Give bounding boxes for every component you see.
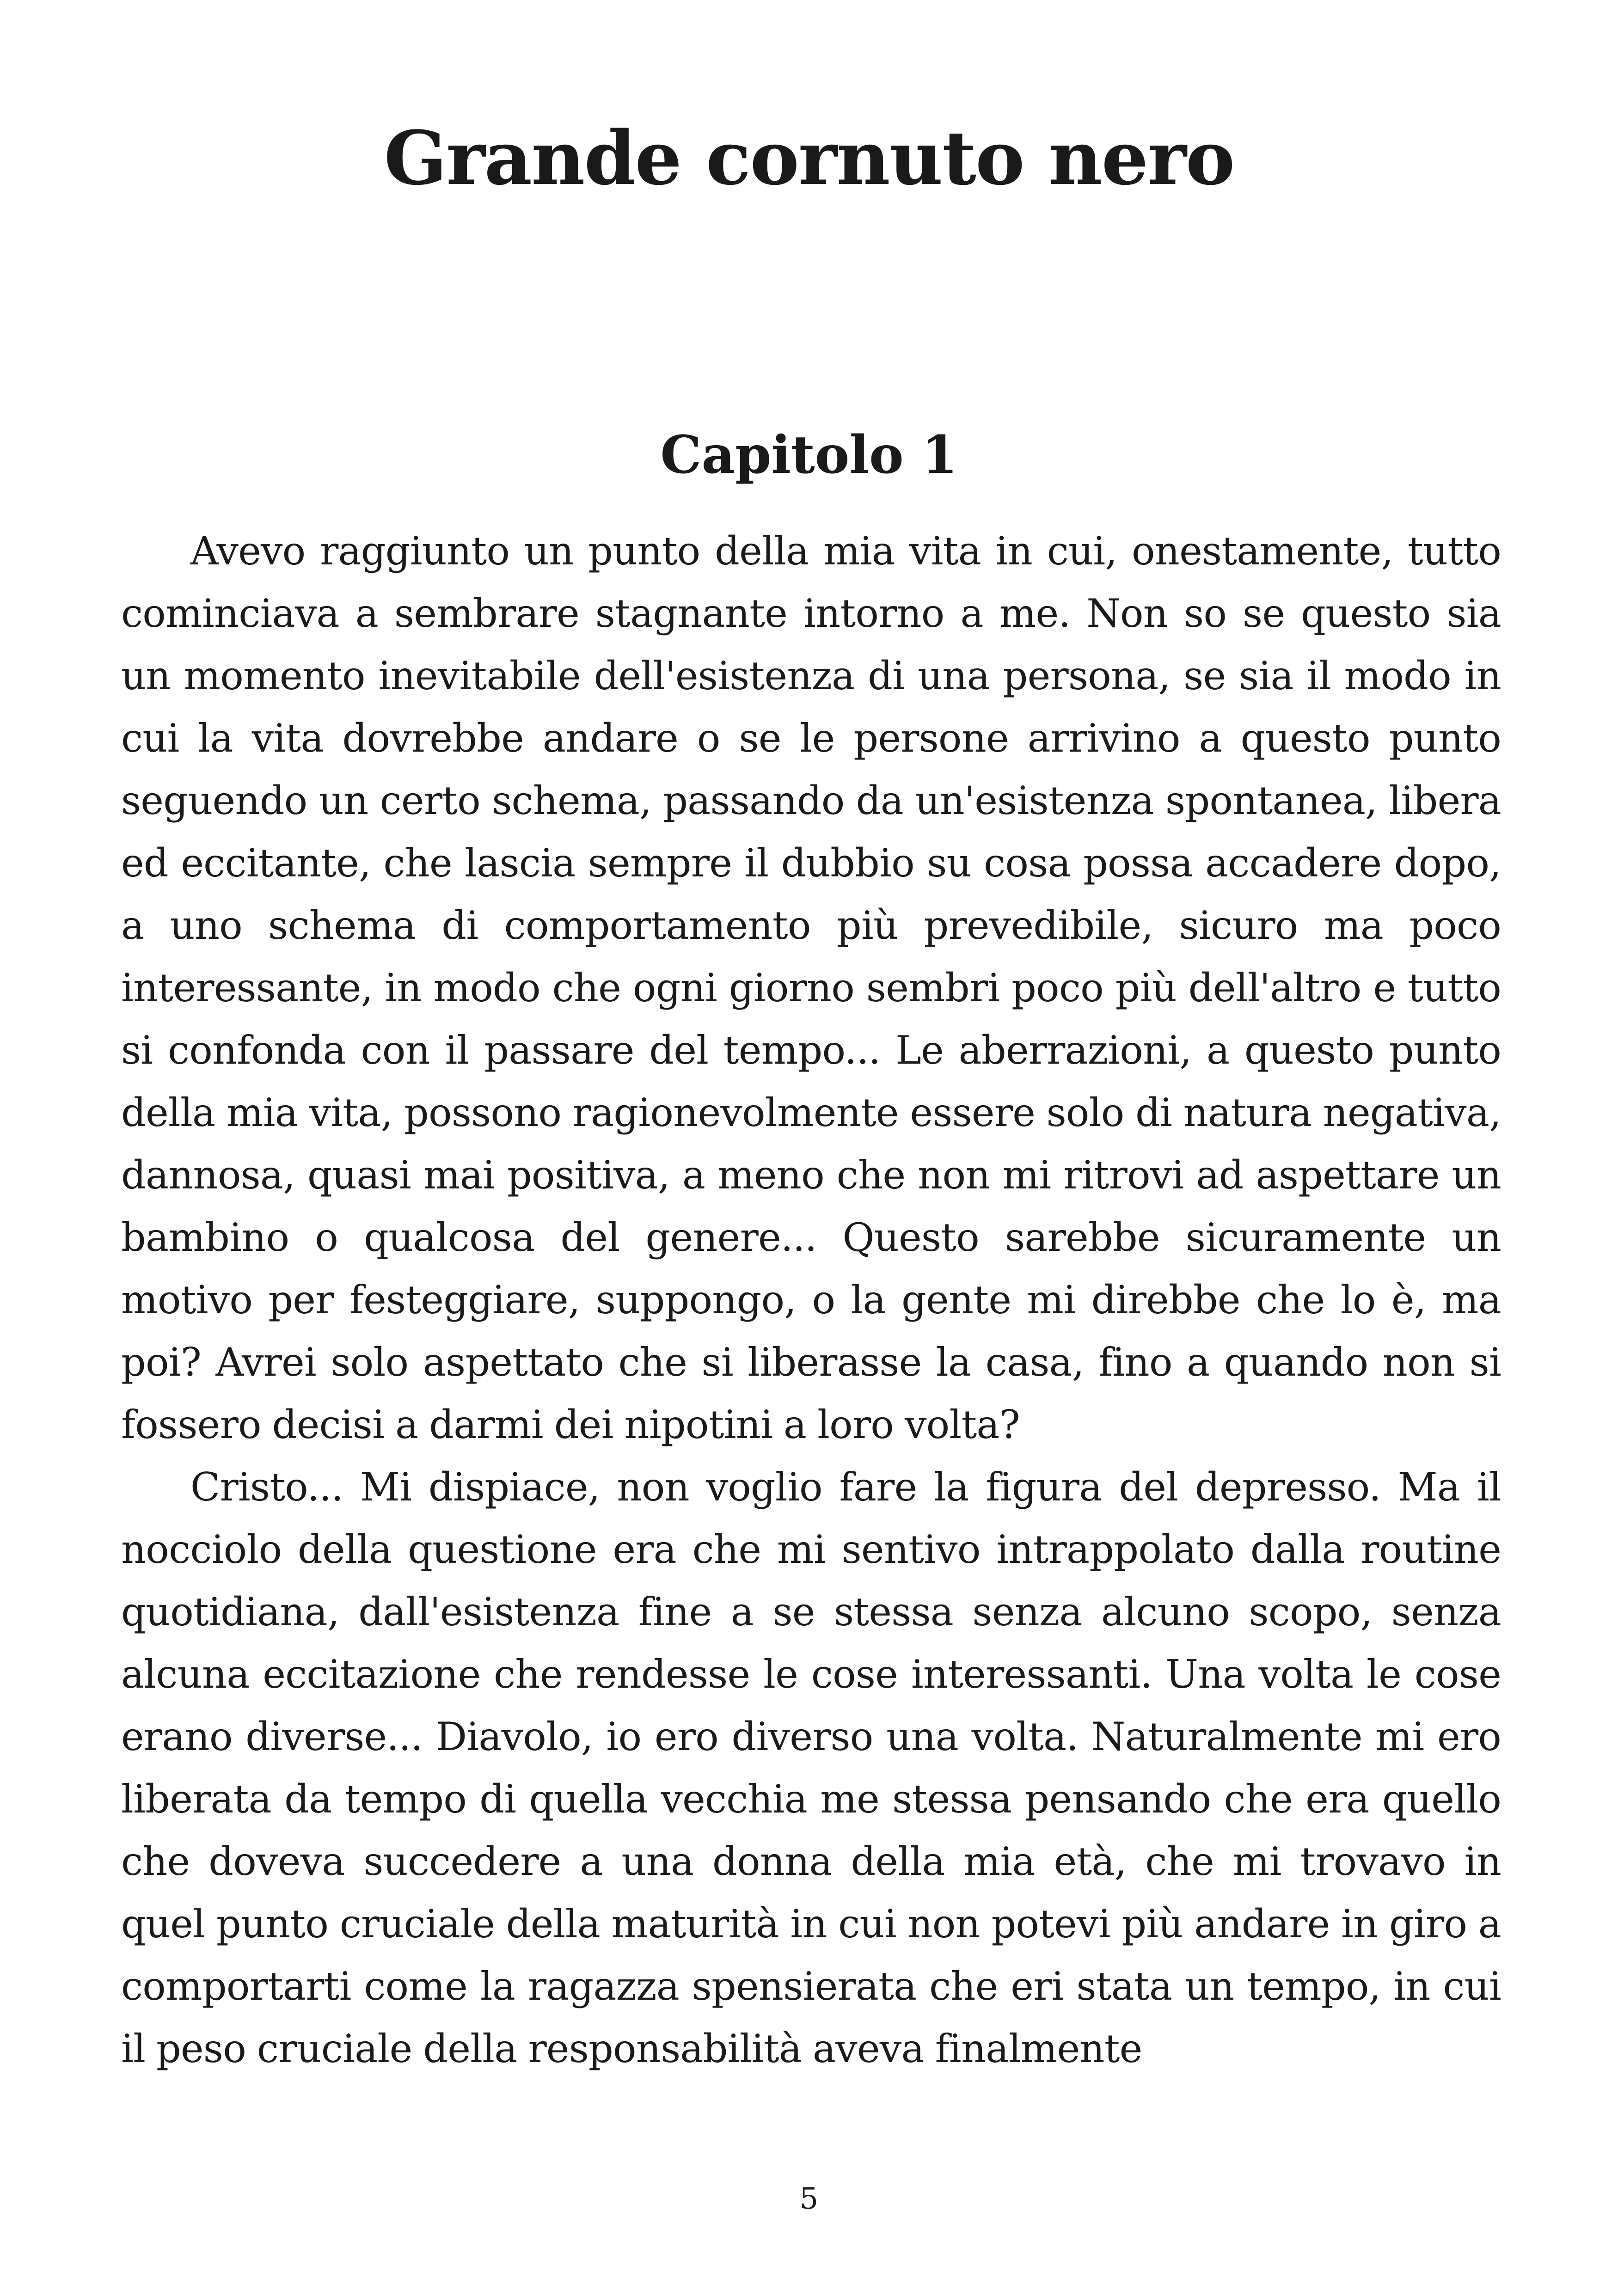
page-number: 5 — [799, 2182, 819, 2216]
paragraph: Cristo... Mi dispiace, non voglio fare la figura del depresso. Ma il nocciolo della questione era che mi sentivo intrappolato dalla routine quotidiana, dall'esistenza fine a se stessa senza alcuno scopo, senza alcuna eccitazione che rendesse le cose interessanti. Una volta le cose erano diverse... Diavolo, io ero diverso una volta. Naturalmente mi ero liberata da tempo di quella vecchia me stessa pensando che era quello che doveva succedere a una donna della mia età, che mi trovavo in quel punto cruciale della maturità in cui non potevi più andare in giro a comportarti come la ragazza spensierata che eri stata un tempo, in cui il peso cruciale della responsabilità aveva finalmente — [121, 1464, 1501, 2071]
chapter-title: Capitolo 1 — [660, 425, 958, 485]
book-title: Grande cornuto nero — [384, 115, 1234, 202]
chapter-body — [121, 520, 1501, 2080]
paragraph: Avevo raggiunto un punto della mia vita in cui, onestamente, tutto cominciava a sembrare stagnante intorno a me. Non so se questo sia un momento inevitabile dell'esistenza di una persona, se sia il modo in cui la vita dovrebbe andare o se le persone arrivino a questo punto seguendo un certo schema, passando da un'esistenza spontanea, libera ed eccitante, che lascia sempre il dubbio su cosa possa accadere dopo, a uno schema di comportamento più prevedibile, sicuro ma poco interessante, in modo che ogni giorno sembri poco più dell'altro e tutto si confonda con il passare del tempo... Le aberrazioni, a questo punto della mia vita, possono ragionevolmente essere solo di natura negativa, dannosa, quasi mai positiva, a meno che non mi ritrovi ad aspettare un bambino o qualcosa del genere... Questo sarebbe sicuramente un motivo per festeggiare, suppongo, o la gente mi direbbe che lo è, ma poi? Avrei solo aspettato che si liberasse la casa, fino a quando non si fossero decisi a darmi dei nipotini a loro volta? — [121, 528, 1501, 1447]
